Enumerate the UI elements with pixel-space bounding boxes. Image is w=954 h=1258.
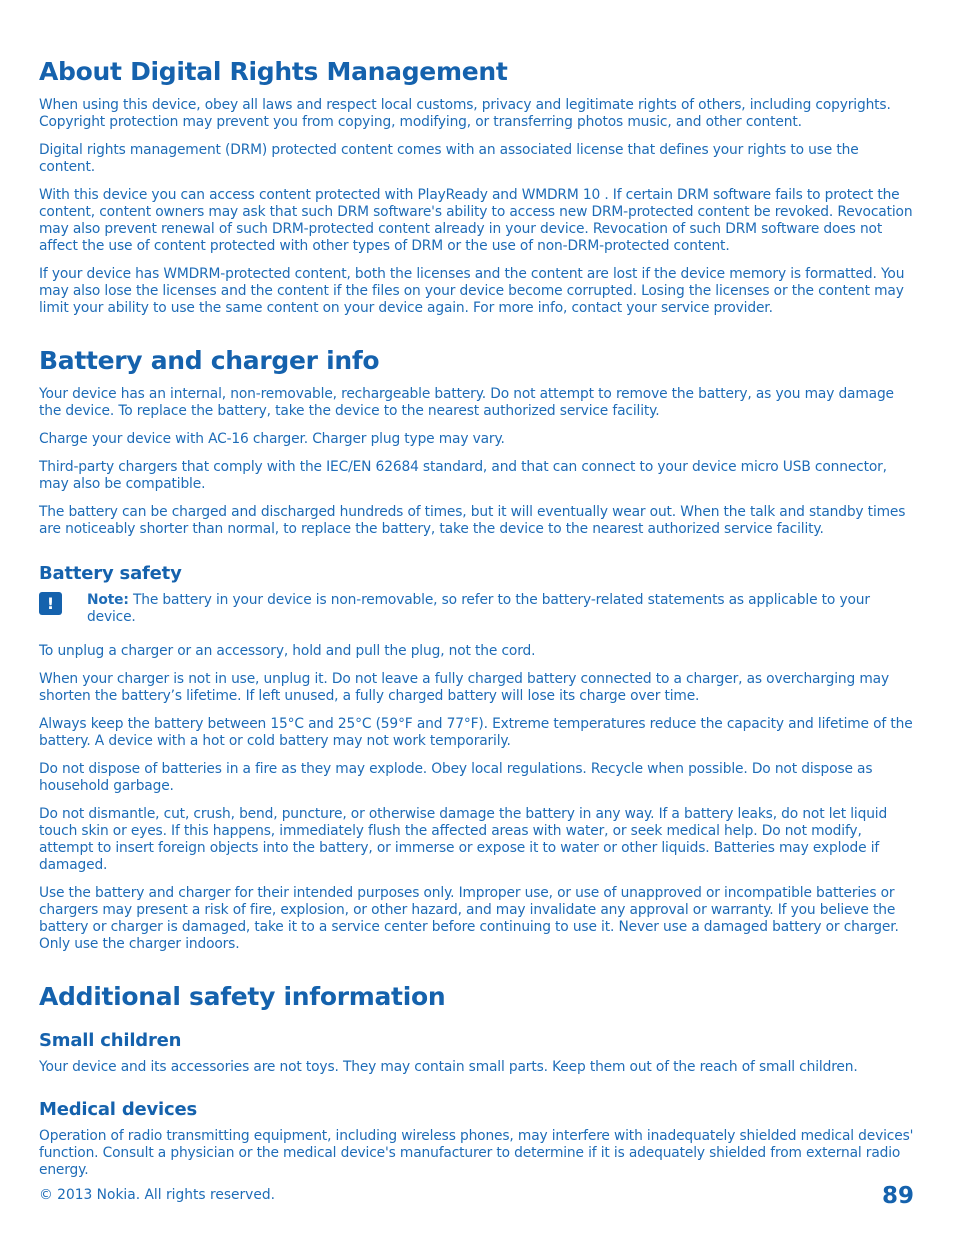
subsection-title-battery-safety: Battery safety bbox=[39, 563, 182, 584]
note-body: The battery in your device is non-removable, so refer to the battery-related statements as applicable to your device. bbox=[87, 592, 870, 625]
paragraph: Your device and its accessories are not toys. They may contain small parts. Keep them out of the reach of small children. bbox=[39, 1059, 858, 1075]
exclamation-icon: ! bbox=[39, 592, 62, 615]
subsection-title-medical: Medical devices bbox=[39, 1099, 198, 1120]
paragraph: When your charger is not in use, unplug it. Do not leave a fully charged battery connected to a charger, as overcharging may shorten the battery’s lifetime. If left unused, a fully charged battery will lose its charge over time. bbox=[39, 671, 889, 704]
section-title-additional: Additional safety information bbox=[39, 982, 446, 1011]
copyright-text: © 2013 Nokia. All rights reserved. bbox=[39, 1187, 275, 1203]
paragraph: Your device has an internal, non-removable, rechargeable battery. Do not attempt to remove the battery, as you may damage the device. To replace the battery, take the device to the nearest authorized service facility. bbox=[39, 386, 894, 419]
page-content bbox=[39, 56, 915, 1190]
note-text bbox=[87, 592, 915, 626]
subsection-title-children: Small children bbox=[39, 1030, 182, 1051]
paragraph: The battery can be charged and discharged hundreds of times, but it will eventually wear out. When the talk and standby times are noticeably shorter than normal, to replace the battery, take the device to the nearest authorized service facility. bbox=[39, 504, 906, 537]
note-box bbox=[39, 592, 915, 626]
paragraph: Operation of radio transmitting equipment, including wireless phones, may interfere with inadequately shielded medical devices' function. Consult a physician or the medical device's manufacturer to determine if it is adequately shielded from external radio energy. bbox=[39, 1128, 914, 1178]
page-number: 89 bbox=[881, 1183, 914, 1209]
paragraph: If your device has WMDRM-protected content, both the licenses and the content are lost if the device memory is formatted. You may also lose the licenses and the content if the files on your device become corrupted. Losing the licenses or the content may limit your ability to use the same content on your device again. For more info, contact your service provider. bbox=[39, 266, 905, 316]
paragraph: Always keep the battery between 15°C and 25°C (59°F and 77°F). Extreme temperatures reduce the capacity and lifetime of the battery. A device with a hot or cold battery may not work temporarily. bbox=[39, 716, 913, 749]
section-title-battery: Battery and charger info bbox=[39, 346, 380, 375]
paragraph: Digital rights management (DRM) protected content comes with an associated license that defines your rights to use the content. bbox=[39, 142, 859, 175]
paragraph: Use the battery and charger for their intended purposes only. Improper use, or use of unapproved or incompatible batteries or chargers may present a risk of fire, explosion, or other hazard, and may invalidate any approval or warranty. If you believe the battery or charger is damaged, take it to a service center before continuing to use it. Never use a damaged battery or charger. Only use the charger indoors. bbox=[39, 885, 899, 952]
note-label: Note: bbox=[87, 592, 129, 608]
paragraph: With this device you can access content protected with PlayReady and WMDRM 10 . If certain DRM software fails to protect the content, content owners may ask that such DRM software's ability to access new DRM-protected content be revoked. Revocation may also prevent renewal of such DRM-protected content already in your device. Revocation of such DRM software does not affect the use of content protected with other types of DRM or the use of non-DRM-protected content. bbox=[39, 187, 913, 254]
paragraph: Charge your device with AC-16 charger. Charger plug type may vary. bbox=[39, 431, 505, 447]
paragraph: To unplug a charger or an accessory, hold and pull the plug, not the cord. bbox=[39, 643, 536, 659]
paragraph: Third-party chargers that comply with the IEC/EN 62684 standard, and that can connect to your device micro USB connector, may also be compatible. bbox=[39, 459, 887, 492]
section-title-drm: About Digital Rights Management bbox=[39, 57, 508, 86]
paragraph: Do not dismantle, cut, crush, bend, puncture, or otherwise damage the battery in any way. If a battery leaks, do not let liquid touch skin or eyes. If this happens, immediately flush the affected areas with water, or seek medical help. Do not modify, attempt to insert foreign objects into the battery, or immerse or expose it to water or other liquids. Batteries may explode if damaged. bbox=[39, 806, 888, 873]
paragraph: When using this device, obey all laws and respect local customs, privacy and legitimate rights of others, including copyrights. Copyright protection may prevent you from copying, modifying, or transferring photos music, and other content. bbox=[39, 97, 891, 130]
paragraph: Do not dispose of batteries in a fire as they may explode. Obey local regulations. Recycle when possible. Do not dispose as household garbage. bbox=[39, 761, 873, 794]
